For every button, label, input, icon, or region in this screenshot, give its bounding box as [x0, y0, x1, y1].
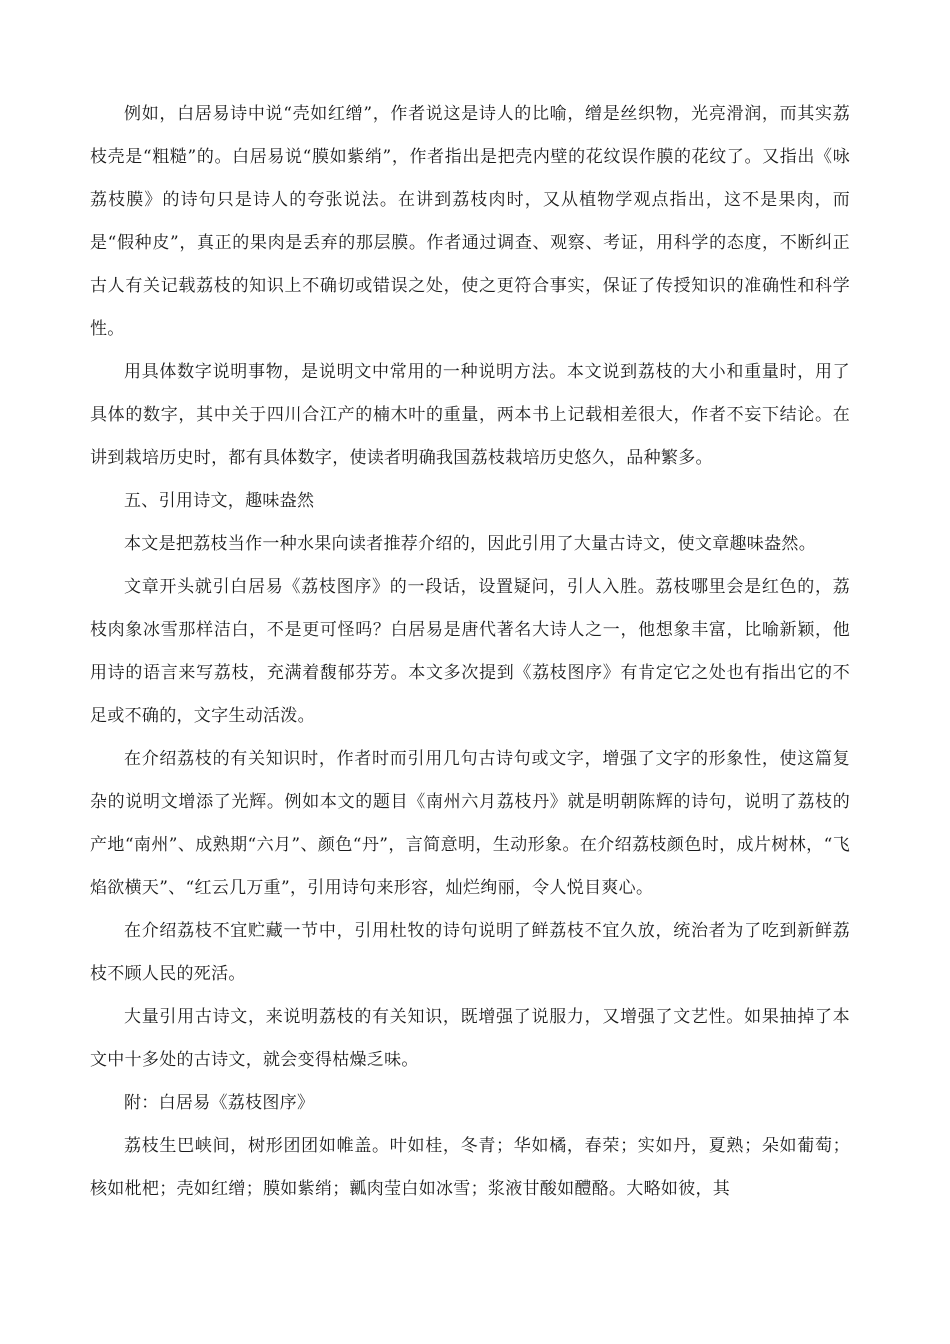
- paragraph-opening-quote: 文章开头就引白居易《荔枝图序》的一段话，设置疑问，引人入胜。荔枝哪里会是红色的，荔枝肉象冰雪那样洁白，不是更可怪吗？白居易是唐代著名大诗人之一，他想象丰富，比喻新颖，他用诗的语言来写荔枝，充满着馥郁芬芳。本文多次提到《荔枝图序》有肯定它之处也有指出它的不足或不确的，文字生动活泼。: [90, 577, 850, 726]
- section-heading-five: 五、引用诗文，趣味盎然: [124, 491, 315, 511]
- paragraph-bai-juyi-correction: 例如，白居易诗中说“壳如红缯”，作者说这是诗人的比喻，缯是丝织物，光亮滑润，而其实荔枝壳是“粗糙”的。白居易说“膜如紫绡”，作者指出是把壳内壁的花纹误作膜的花纹了。又指出《咏荔枝膜》的诗句只是诗人的夸张说法。在讲到荔枝肉时，又从植物学观点指出，这不是果肉，而是“假种皮”，真正的果肉是丢弃的那层膜。作者通过调查、观察、考证，用科学的态度，不断纠正古人有关记载荔枝的知识上不确切或错误之处，使之更符合事实，保证了传授知识的准确性和科学性。: [90, 104, 850, 339]
- paragraph-appendix-text: 荔枝生巴峡间，树形团团如帷盖。叶如桂，冬青；华如橘，春荣；实如丹，夏熟；朵如葡萄；核如枇杷；壳如红缯；膜如紫绡；瓤肉莹白如冰雪；浆液甘酸如醴酪。大略如彼，其: [90, 1136, 850, 1199]
- document-body: [90, 93, 850, 1211]
- paragraph-du-mu: 在介绍荔枝不宜贮藏一节中，引用杜牧的诗句说明了鲜荔枝不宜久放，统治者为了吃到新鲜荔枝不顾人民的死活。: [90, 921, 850, 984]
- paragraph-summary: 大量引用古诗文，来说明荔枝的有关知识，既增强了说服力，又增强了文艺性。如果抽掉了本文中十多处的古诗文，就会变得枯燥乏味。: [90, 1007, 850, 1070]
- appendix-heading: 附：白居易《荔枝图序》: [124, 1093, 315, 1113]
- paragraph-recommendation: 本文是把荔枝当作一种水果向读者推荐介绍的，因此引用了大量古诗文，使文章趣味盎然。: [124, 534, 816, 554]
- paragraph-specific-numbers: 用具体数字说明事物，是说明文中常用的一种说明方法。本文说到荔枝的大小和重量时，用了具体的数字，其中关于四川合江产的楠木叶的重量，两本书上记载相差很大，作者不妄下结论。在讲到栽培历史时，都有具体数字，使读者明确我国荔枝栽培历史悠久，品种繁多。: [90, 362, 850, 468]
- paragraph-poetry-citations: 在介绍荔枝的有关知识时，作者时而引用几句古诗句或文字，增强了文字的形象性，使这篇复杂的说明文增添了光辉。例如本文的题目《南州六月荔枝丹》就是明朝陈辉的诗句，说明了荔枝的产地“南州”、成熟期“六月”、颜色“丹”，言简意明，生动形象。在介绍荔枝颜色时，成片树林，“飞焰欲横天”、“红云几万重”，引用诗句来形容，灿烂绚丽，令人悦目爽心。: [90, 749, 850, 898]
